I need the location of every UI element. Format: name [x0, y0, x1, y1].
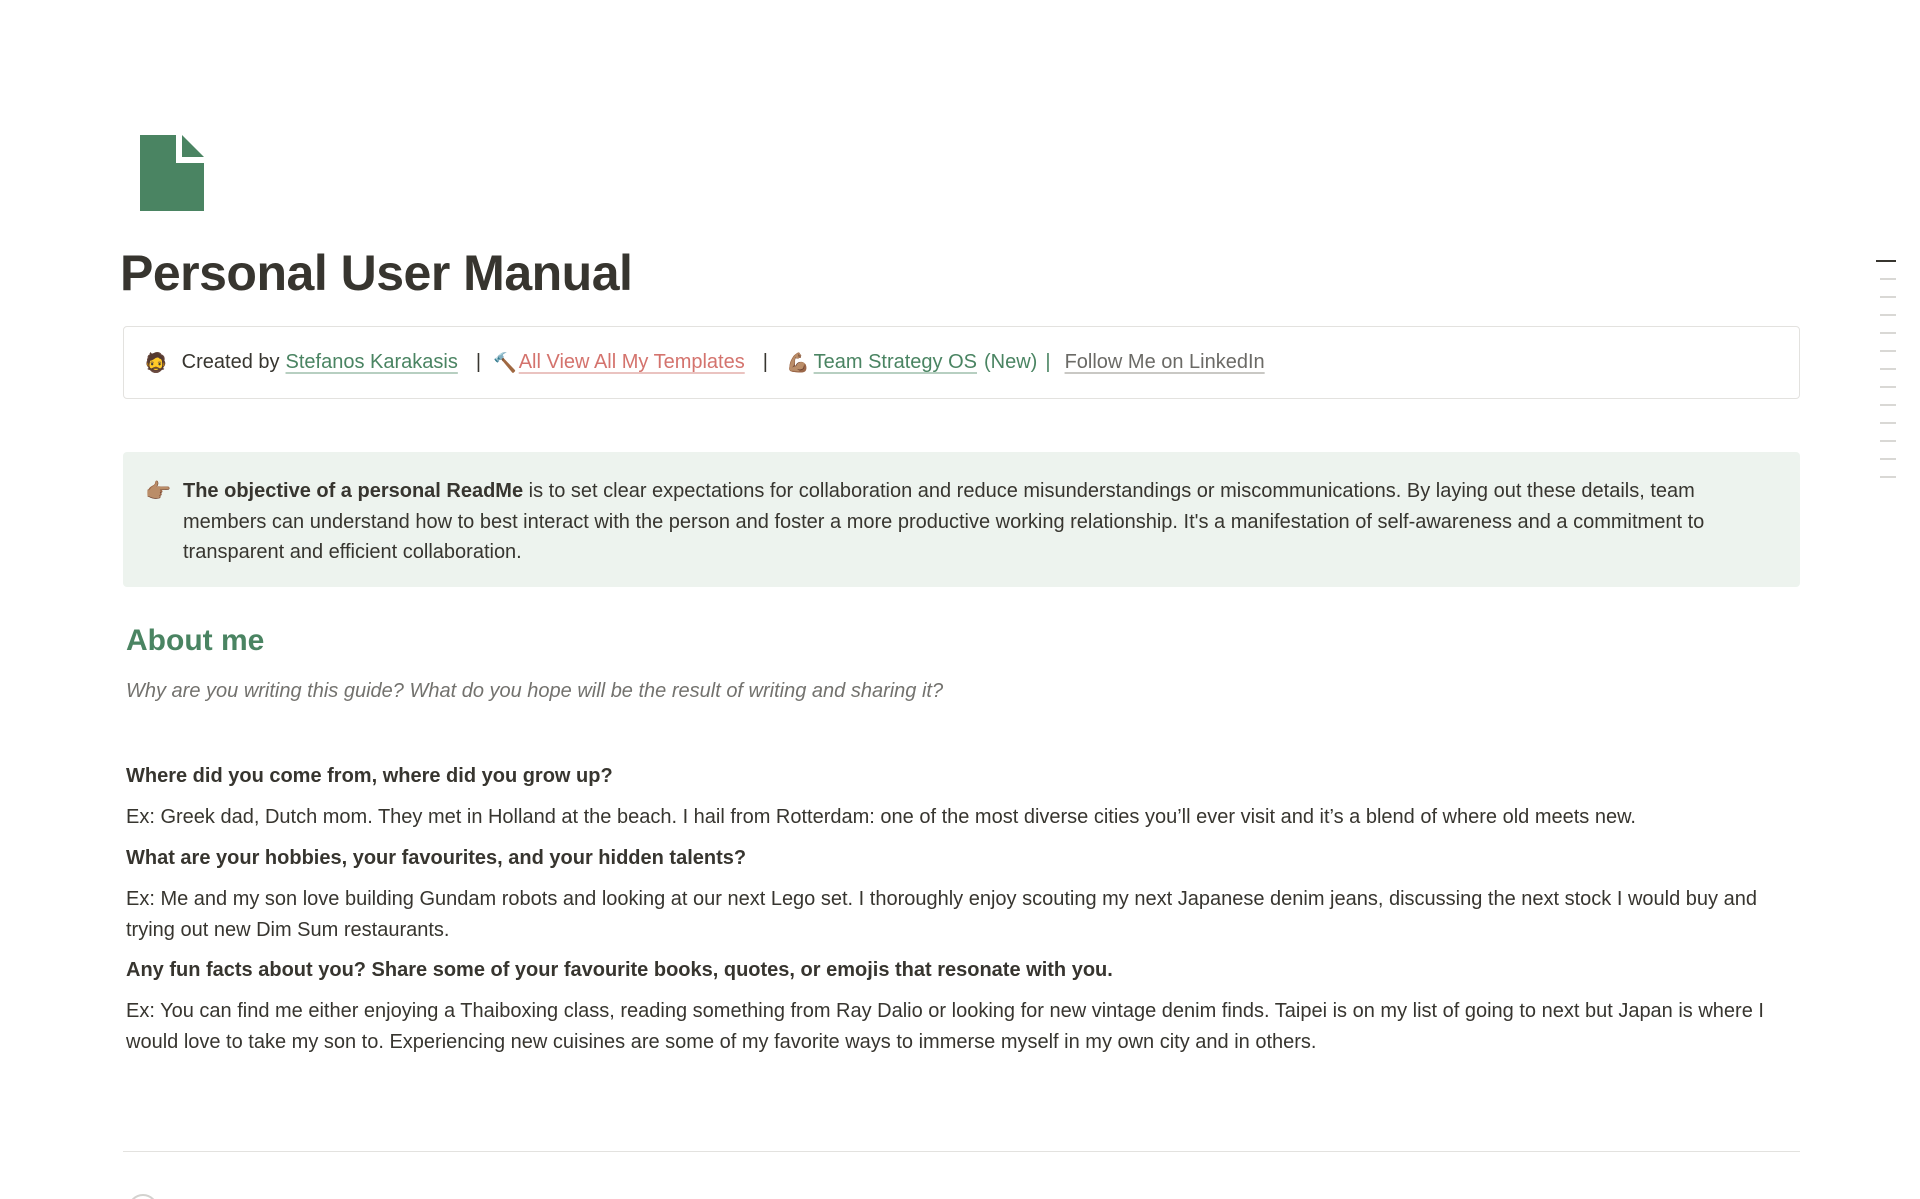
separator: |: [475, 351, 482, 373]
team-strategy-link[interactable]: Team Strategy OS: [813, 351, 978, 373]
toc-item[interactable]: [1880, 368, 1896, 370]
toc-item[interactable]: [1880, 332, 1896, 334]
toc-item[interactable]: [1880, 404, 1896, 406]
toc-item[interactable]: [1880, 314, 1896, 316]
answer-origin[interactable]: Ex: Greek dad, Dutch mom. They met in Holland at the beach. I hail from Rotterdam: one of the most diverse cities you’ll ever visit and it’s a blend of where old meets new.: [126, 806, 1636, 828]
separator: |: [1045, 351, 1051, 373]
creator-link[interactable]: Stefanos Karakasis: [285, 351, 458, 373]
separator: |: [762, 351, 768, 373]
question-origin[interactable]: Where did you come from, where did you grow up?: [126, 765, 613, 787]
document-icon[interactable]: [140, 135, 204, 211]
answer-fun-facts[interactable]: Ex: You can find me either enjoying a Thaiboxing class, reading something from Ray Dalio or looking for new vintage denim finds. Taipei is on my list of going to next but Japan is where I would love to take my son to. Experiencing new cuisines are some of my favorite ways to immerse myself in my own city and in others.: [126, 1000, 1764, 1053]
divider: [123, 1151, 1800, 1152]
callout-text: is to set clear expectations for collaboration and reduce misunderstandings or miscommunications. By laying out these details, team members can understand how to best interact with the person and foster a more productive working relationship. It's a manifestation of self-awareness and a commitment to transparent and efficient collaboration.: [183, 480, 1705, 563]
toc-item[interactable]: [1876, 260, 1896, 262]
toc-item[interactable]: [1880, 278, 1896, 280]
question-fun-facts[interactable]: Any fun facts about you? Share some of your favourite books, quotes, or emojis that resonate with you.: [126, 959, 1113, 981]
toc-item[interactable]: [1880, 476, 1896, 478]
bearded-person-icon: 🧔: [144, 352, 168, 374]
about-me-subtitle[interactable]: Why are you writing this guide? What do you hope will be the result of writing and sharing it?: [126, 680, 944, 702]
info-bar: [123, 326, 1800, 399]
callout-bold-text: The objective of a personal ReadMe: [183, 480, 524, 502]
callout[interactable]: [123, 452, 1800, 587]
toc-item[interactable]: [1880, 458, 1896, 460]
flexed-biceps-icon: 💪🏽: [785, 352, 810, 374]
toc-item[interactable]: [1880, 350, 1896, 352]
answer-hobbies[interactable]: Ex: Me and my son love building Gundam robots and looking at our next Lego set. I thoroughly enjoy scouting my next Japanese denim jeans, discussing the next stock I would buy and trying out new Dim Sum restaurants.: [126, 888, 1757, 941]
toc-item[interactable]: [1880, 440, 1896, 442]
about-me-heading[interactable]: About me: [126, 624, 265, 657]
linkedin-link[interactable]: Follow Me on LinkedIn: [1064, 351, 1265, 373]
question-hobbies[interactable]: What are your hobbies, your favourites, and your hidden talents?: [126, 847, 747, 869]
created-by-label: Created by: [181, 351, 280, 373]
hammer-icon: 🔨: [493, 352, 517, 374]
toc-item[interactable]: [1880, 386, 1896, 388]
table-of-contents[interactable]: [1876, 260, 1896, 494]
page-title[interactable]: Personal User Manual: [120, 245, 633, 301]
next-block-icon: [128, 1194, 158, 1199]
new-badge: (New): [984, 351, 1038, 373]
toc-item[interactable]: [1880, 296, 1896, 298]
toc-item[interactable]: [1880, 422, 1896, 424]
pointing-hand-icon: 👉🏽: [145, 480, 172, 503]
templates-link[interactable]: All View All My Templates: [518, 351, 745, 373]
